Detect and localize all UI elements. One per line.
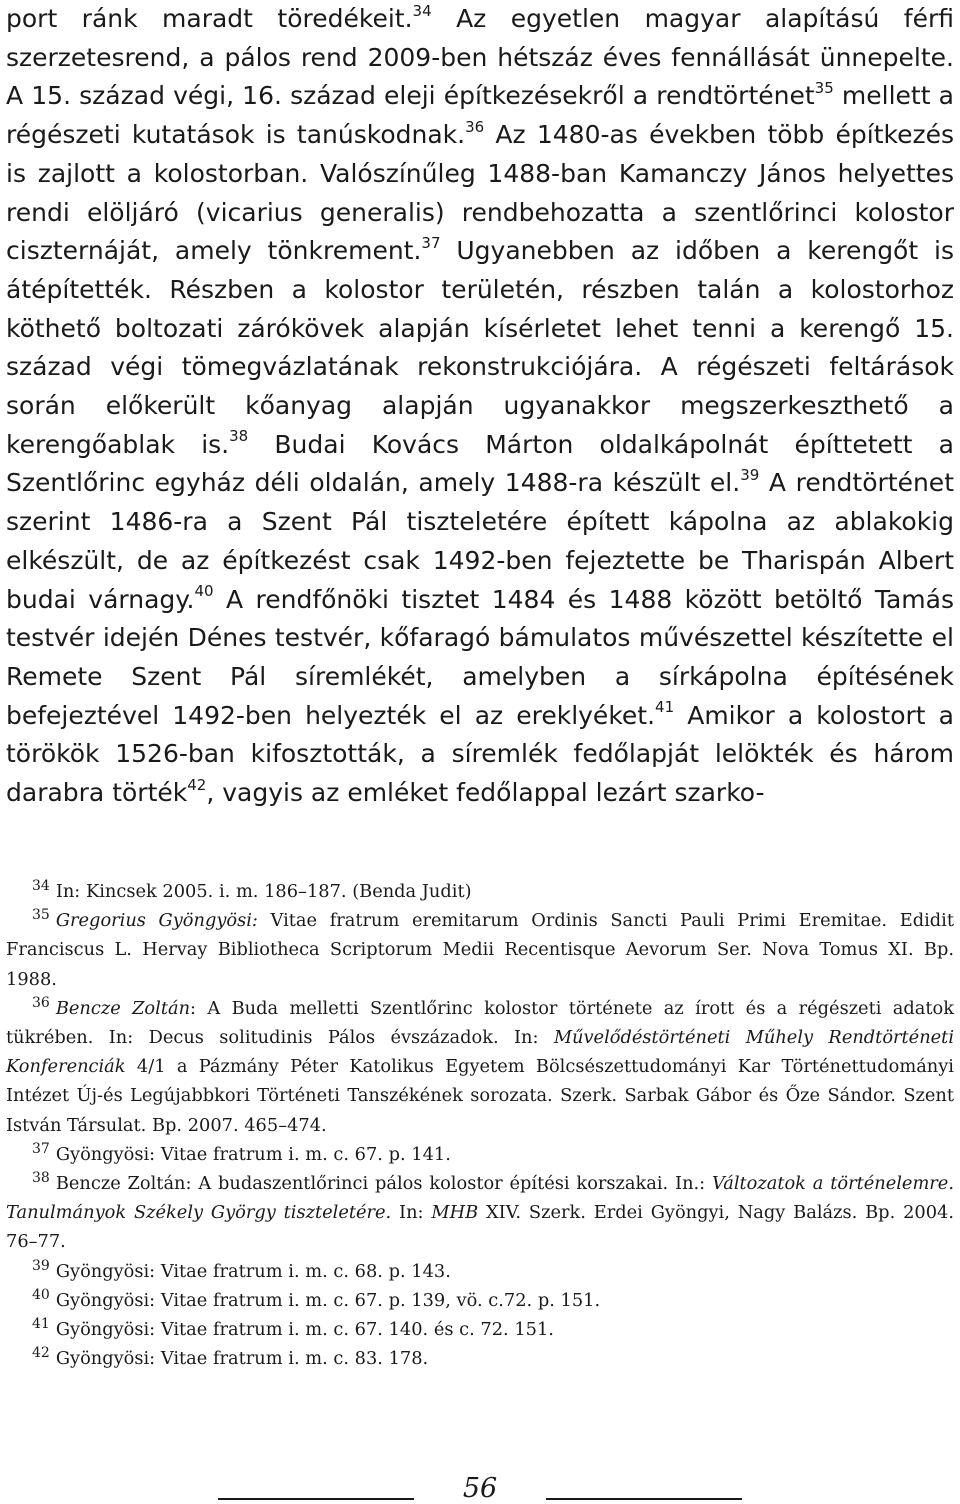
footnote-reference: 37 xyxy=(421,233,441,252)
body-text-paragraph xyxy=(6,0,954,813)
body-text-segment: port ránk maradt töredékeit. xyxy=(6,4,413,33)
body-text-segment: Ugyanebben az időben a kerengőt is átépítették. Részben a kolostor területén, részben talán a kolostorhoz köthető boltozati zárókövek alapján kísérletet lehet tenni a kerengő 15. század végi tömegvázlatának rekonstrukciójára. A régészeti feltárások során előkerült kőanyag alapján ugyanakkor megszerkeszthető a kerengőablak is. xyxy=(6,236,954,459)
body-text-segment: A rendtörténet szerint 1486-ra a Szent Pál tiszteletére épített kápolna az ablakokig elkészült, de az építkezést csak 1492-ben fejeztette be Tharispán Albert budai várnagy. xyxy=(6,468,954,614)
body-text-segment: Az egyetlen magyar alapítású férfi szerzetesrend, a pálos rend 2009-ben hétszáz éves fennállását ünnepelte. A 15. század végi, 16. század eleji építkezésekről a rendtörténet xyxy=(6,4,954,111)
footnote-number: 35 xyxy=(32,907,50,924)
body-text-segment: Amikor a kolostort a törökök 1526-ban kifosztották, a síremlék fedőlapját lelökték és három darabra törték xyxy=(6,700,954,808)
footnotes-section xyxy=(6,877,954,1373)
footnote-42 xyxy=(6,1344,954,1373)
footnote-reference: 36 xyxy=(465,117,485,136)
footnote-41 xyxy=(6,1315,954,1344)
footnote-italic-text: Bencze Zoltán xyxy=(55,997,191,1019)
footnote-reference: 39 xyxy=(740,466,760,485)
footnote-text: In: Kincsek 2005. i. m. 186–187. (Benda Judit) xyxy=(55,881,472,902)
body-text-segment: A rendfőnöki tisztet 1484 és 1488 között betöltő Tamás testvér idején Dénes testvér, kőfaragó bámulatos művészettel készítette el Remete Szent Pál síremlékét, amelyben a sírkápolna építésének befejeztével 1492-ben helyezték el az ereklyéket. xyxy=(6,584,954,730)
footnote-number: 41 xyxy=(32,1316,50,1333)
body-text-segment: Az 1480-as években több építkezés is zajlott a kolostorban. Valószínűleg 1488-ban Kamanczy János helyettes rendi elöljáró (vicarius generalis) rendbehozatta a szentlőrinci kolostor ciszternáját, amely tönkrement. xyxy=(6,120,955,266)
footnote-reference: 41 xyxy=(655,698,675,717)
body-text-segment: mellett a régészeti kutatások is tanúskodnak. xyxy=(6,81,954,150)
footnote-text: Gyöngyösi: Vitae fratrum i. m. c. 67. 140. és c. 72. 151. xyxy=(55,1319,554,1341)
footnote-reference: 35 xyxy=(814,79,834,98)
footnote-35 xyxy=(6,906,954,994)
footnote-italic-text: MHB xyxy=(431,1202,479,1224)
footnote-text: 4/1 a Pázmány Péter Katolikus Egyetem Bölcsészettudományi Kar Történettudományi Intézet Új-és Legújabbkori Történeti Tanszékének sorozata. Szerk. Sarbak Gábor és Őze Sándor. Szent István Társulat. Bp. 2007. 465–474. xyxy=(6,1056,954,1136)
footnote-text: Gyöngyösi: Vitae fratrum i. m. c. 67. p. 139, vö. c.72. p. 151. xyxy=(55,1289,601,1311)
footnote-italic-text: Gregorius Gyöngyösi: xyxy=(55,910,258,932)
footnote-reference: 34 xyxy=(412,1,432,20)
body-text-segment: , vagyis az emléket fedőlappal lezárt szarko- xyxy=(206,778,765,808)
footnote-40 xyxy=(6,1286,954,1315)
footnote-39 xyxy=(6,1257,954,1286)
footnote-text: Gyöngyösi: Vitae fratrum i. m. c. 68. p. 143. xyxy=(55,1260,451,1282)
footnote-number: 36 xyxy=(32,994,50,1011)
footnote-number: 40 xyxy=(32,1286,50,1303)
page-number-right-rule xyxy=(546,1498,742,1500)
footnote-number: 39 xyxy=(32,1257,50,1274)
page-number: 56 xyxy=(462,1473,498,1504)
footnote-text: Gyöngyösi: Vitae fratrum i. m. c. 83. 178. xyxy=(55,1348,429,1370)
footnote-reference: 40 xyxy=(194,582,214,601)
footnote-number: 38 xyxy=(32,1170,50,1187)
footnote-text: In: xyxy=(391,1202,432,1224)
footnote-italic-text: Művelődéstörténeti Műhely Rendtörténeti Konferenciák xyxy=(6,1027,955,1078)
footnote-34 xyxy=(6,877,954,906)
footnote-italic-text: Változatok a történelemre. Tanulmányok Székely György tiszteletére. xyxy=(6,1173,954,1224)
body-text-segment: Budai Kovács Márton oldalkápolnát építtetett a Szentlőrinc egyház déli oldalán, amely 1488-ra készült el. xyxy=(6,429,954,498)
footnote-reference: 42 xyxy=(187,775,207,794)
footnote-text: Gyöngyösi: Vitae fratrum i. m. c. 67. p. 141. xyxy=(55,1143,451,1165)
footnote-36 xyxy=(6,994,954,1140)
footnote-number: 34 xyxy=(32,878,50,895)
footnote-text: Vitae fratrum eremitarum Ordinis Sancti Pauli Primi Eremitae. Edidit Franciscus L. Hervay Bibliotheca Scriptorum Medii Recentisque Aevorum Ser. Nova Tomus XI. Bp. 1988. xyxy=(6,910,955,990)
footnote-text: : A Buda melletti Szentlőrinc kolostor története az írott és a régészeti adatok tükrében. In: Decus solitudinis Pálos évszázadok. In: xyxy=(6,997,954,1049)
footnote-text: Bencze Zoltán: A budaszentlőrinci pálos kolostor építési korszakai. In.: xyxy=(55,1173,713,1195)
footnote-text: XIV. Szerk. Erdei Gyöngyi, Nagy Balázs. Bp. 2004. 76–77. xyxy=(6,1202,954,1253)
footnote-number: 42 xyxy=(32,1345,50,1362)
footnote-37 xyxy=(6,1140,954,1169)
footnote-reference: 38 xyxy=(229,427,249,446)
page-number-left-rule xyxy=(218,1498,414,1500)
footnote-38 xyxy=(6,1169,954,1257)
footnote-number: 37 xyxy=(32,1140,50,1157)
